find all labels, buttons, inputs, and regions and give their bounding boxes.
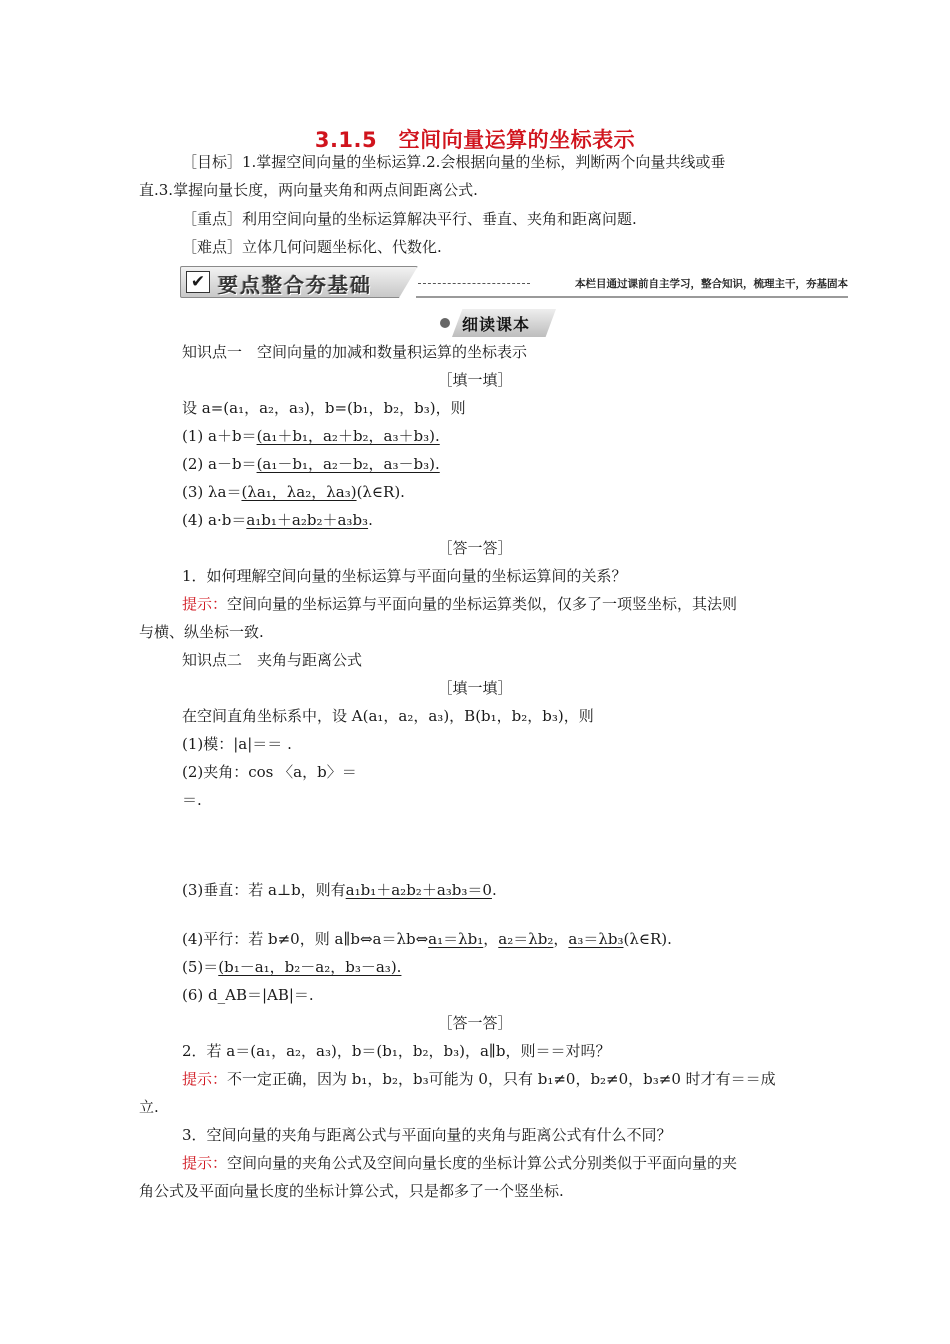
- kp2-item-3: [182, 880, 497, 900]
- answer-3-line-2: 角公式及平面向量长度的坐标计算公式，只是都多了一个竖坐标.: [139, 1182, 564, 1200]
- goals-line-2: 直.3.掌握向量长度，两向量夹角和两点间距离公式.: [139, 181, 478, 199]
- answer-2-line-2: 立.: [139, 1098, 159, 1116]
- kp2-item-4-answer-1: a₁＝λb₁: [428, 930, 484, 948]
- key-points: ［重点］利用空间向量的坐标运算解决平行、垂直、夹角和距离问题.: [182, 210, 637, 228]
- kp1-item-4-suffix: .: [368, 511, 373, 529]
- kp2-item-5-answer: (b₁－a₁，b₂－a₂，b₃－a₃).: [218, 958, 402, 976]
- answer-2-text: 不一定正确，因为 b₁，b₂，b₃可能为 0，只有 b₁≠0，b₂≠0，b₃≠0 时才有＝＝成: [227, 1070, 776, 1088]
- kp1-item-4: [182, 510, 373, 530]
- kp1-item-3-suffix: (λ∈R).: [356, 483, 405, 501]
- kp2-item-3-answer: a₁b₁＋a₂b₂＋a₃b₃＝0: [345, 881, 492, 899]
- page-title: 3.1.5 空间向量运算的坐标表示: [314, 128, 636, 152]
- kp1-item-2-prefix: (2) a－b＝: [182, 455, 257, 473]
- tip-label-1: 提示：: [182, 595, 228, 613]
- sub-banner-label: 细读课本: [462, 315, 531, 334]
- banner-note: 本栏目通过课前自主学习，整合知识，梳理主干，夯基固本: [575, 278, 848, 290]
- kp1-item-2-answer: (a₁－b₁，a₂－b₂，a₃－b₃).: [256, 455, 440, 473]
- kp2-item-4-answer-2: a₂＝λb₂: [498, 930, 554, 948]
- kp2-intro: 在空间直角坐标系中，设 A(a₁，a₂，a₃)，B(b₁，b₂，b₃)，则: [182, 707, 594, 725]
- kp2-item-4-sep-2: ，: [553, 930, 569, 948]
- kp1-item-4-prefix: (4) a·b＝: [182, 511, 247, 529]
- kp1-item-3-prefix: (3) λa＝: [182, 483, 242, 501]
- answer-1-line-2: 与横、纵坐标一致.: [139, 623, 264, 641]
- tip-label-3: 提示：: [182, 1154, 228, 1172]
- question-1: 1．如何理解空间向量的坐标运算与平面向量的坐标运算间的关系？: [182, 567, 627, 585]
- kp1-item-4-answer: a₁b₁＋a₂b₂＋a₃b₃: [246, 511, 369, 529]
- bullet-icon: [440, 318, 450, 328]
- kp2-item-4-suffix: (λ∈R).: [623, 930, 672, 948]
- difficulty: ［难点］立体几何问题坐标化、代数化.: [182, 238, 442, 256]
- kp1-item-3-answer: (λa₁，λa₂，λa₃): [241, 483, 357, 501]
- answer-1-text: 空间向量的坐标运算与平面向量的坐标运算类似，仅多了一项竖坐标，其法则: [227, 595, 738, 613]
- question-2: 2．若 a＝(a₁，a₂，a₃)，b＝(b₁，b₂，b₃)，a∥b，则＝＝对吗？: [182, 1042, 611, 1060]
- banner-divider: [418, 283, 530, 284]
- kp1-answer-label: ［答一答］: [437, 539, 513, 557]
- kp1-item-2: [182, 454, 440, 474]
- kp2-answer-label: ［答一答］: [437, 1014, 513, 1032]
- kp2-item-4-prefix: (4)平行：若 b≠0，则 a∥b⇔a＝λb⇔: [182, 930, 429, 948]
- kp2-item-1: (1)模：|a|＝＝ .: [182, 735, 292, 753]
- kp2-item-2-cont: ＝.: [182, 791, 202, 809]
- kp2-item-5: [182, 957, 401, 977]
- section-banner: [180, 266, 848, 298]
- kp2-item-6: (6) d_AB＝|AB|＝.: [182, 986, 314, 1004]
- kp1-item-1: [182, 426, 440, 446]
- kp2-heading: 知识点二 夹角与距离公式: [182, 651, 363, 669]
- kp1-item-3: [182, 482, 405, 502]
- kp2-item-2: (2)夹角：cos 〈a，b〉＝: [182, 763, 357, 781]
- question-3: 3．空间向量的夹角与距离公式与平面向量的夹角与距离公式有什么不同？: [182, 1126, 672, 1144]
- kp1-item-1-answer: (a₁＋b₁，a₂＋b₂，a₃＋b₃).: [256, 427, 440, 445]
- kp2-item-3-prefix: (3)垂直：若 a⊥b，则有: [182, 881, 346, 899]
- answer-1-line-1: [182, 594, 737, 614]
- answer-3-line-1: [182, 1153, 737, 1173]
- kp2-item-5-prefix: (5)＝: [182, 958, 219, 976]
- kp1-heading: 知识点一 空间向量的加减和数量积运算的坐标表示: [182, 343, 528, 361]
- kp2-fill-label: ［填一填］: [437, 679, 513, 697]
- goals-line-1: ［目标］1.掌握空间向量的坐标运算.2.会根据向量的坐标，判断两个向量共线或垂: [182, 153, 726, 171]
- banner-title: 要点整合夯基础: [218, 273, 372, 297]
- sub-banner: [440, 309, 558, 337]
- kp2-item-4: [182, 929, 672, 949]
- answer-2-line-1: [182, 1069, 776, 1089]
- kp1-intro: 设 a=(a₁，a₂，a₃)，b=(b₁，b₂，b₃)，则: [182, 399, 466, 417]
- check-icon: ✔: [186, 271, 210, 293]
- answer-3-text: 空间向量的夹角公式及空间向量长度的坐标计算公式分别类似于平面向量的夹: [227, 1154, 738, 1172]
- kp1-item-1-prefix: (1) a＋b＝: [182, 427, 257, 445]
- kp2-item-4-sep-1: ，: [483, 930, 499, 948]
- kp2-item-4-answer-3: a₃＝λb₃: [568, 930, 624, 948]
- kp1-fill-label: ［填一填］: [437, 371, 513, 389]
- kp2-item-3-suffix: .: [491, 881, 497, 899]
- banner-underline: [416, 296, 848, 298]
- tip-label-2: 提示：: [182, 1070, 228, 1088]
